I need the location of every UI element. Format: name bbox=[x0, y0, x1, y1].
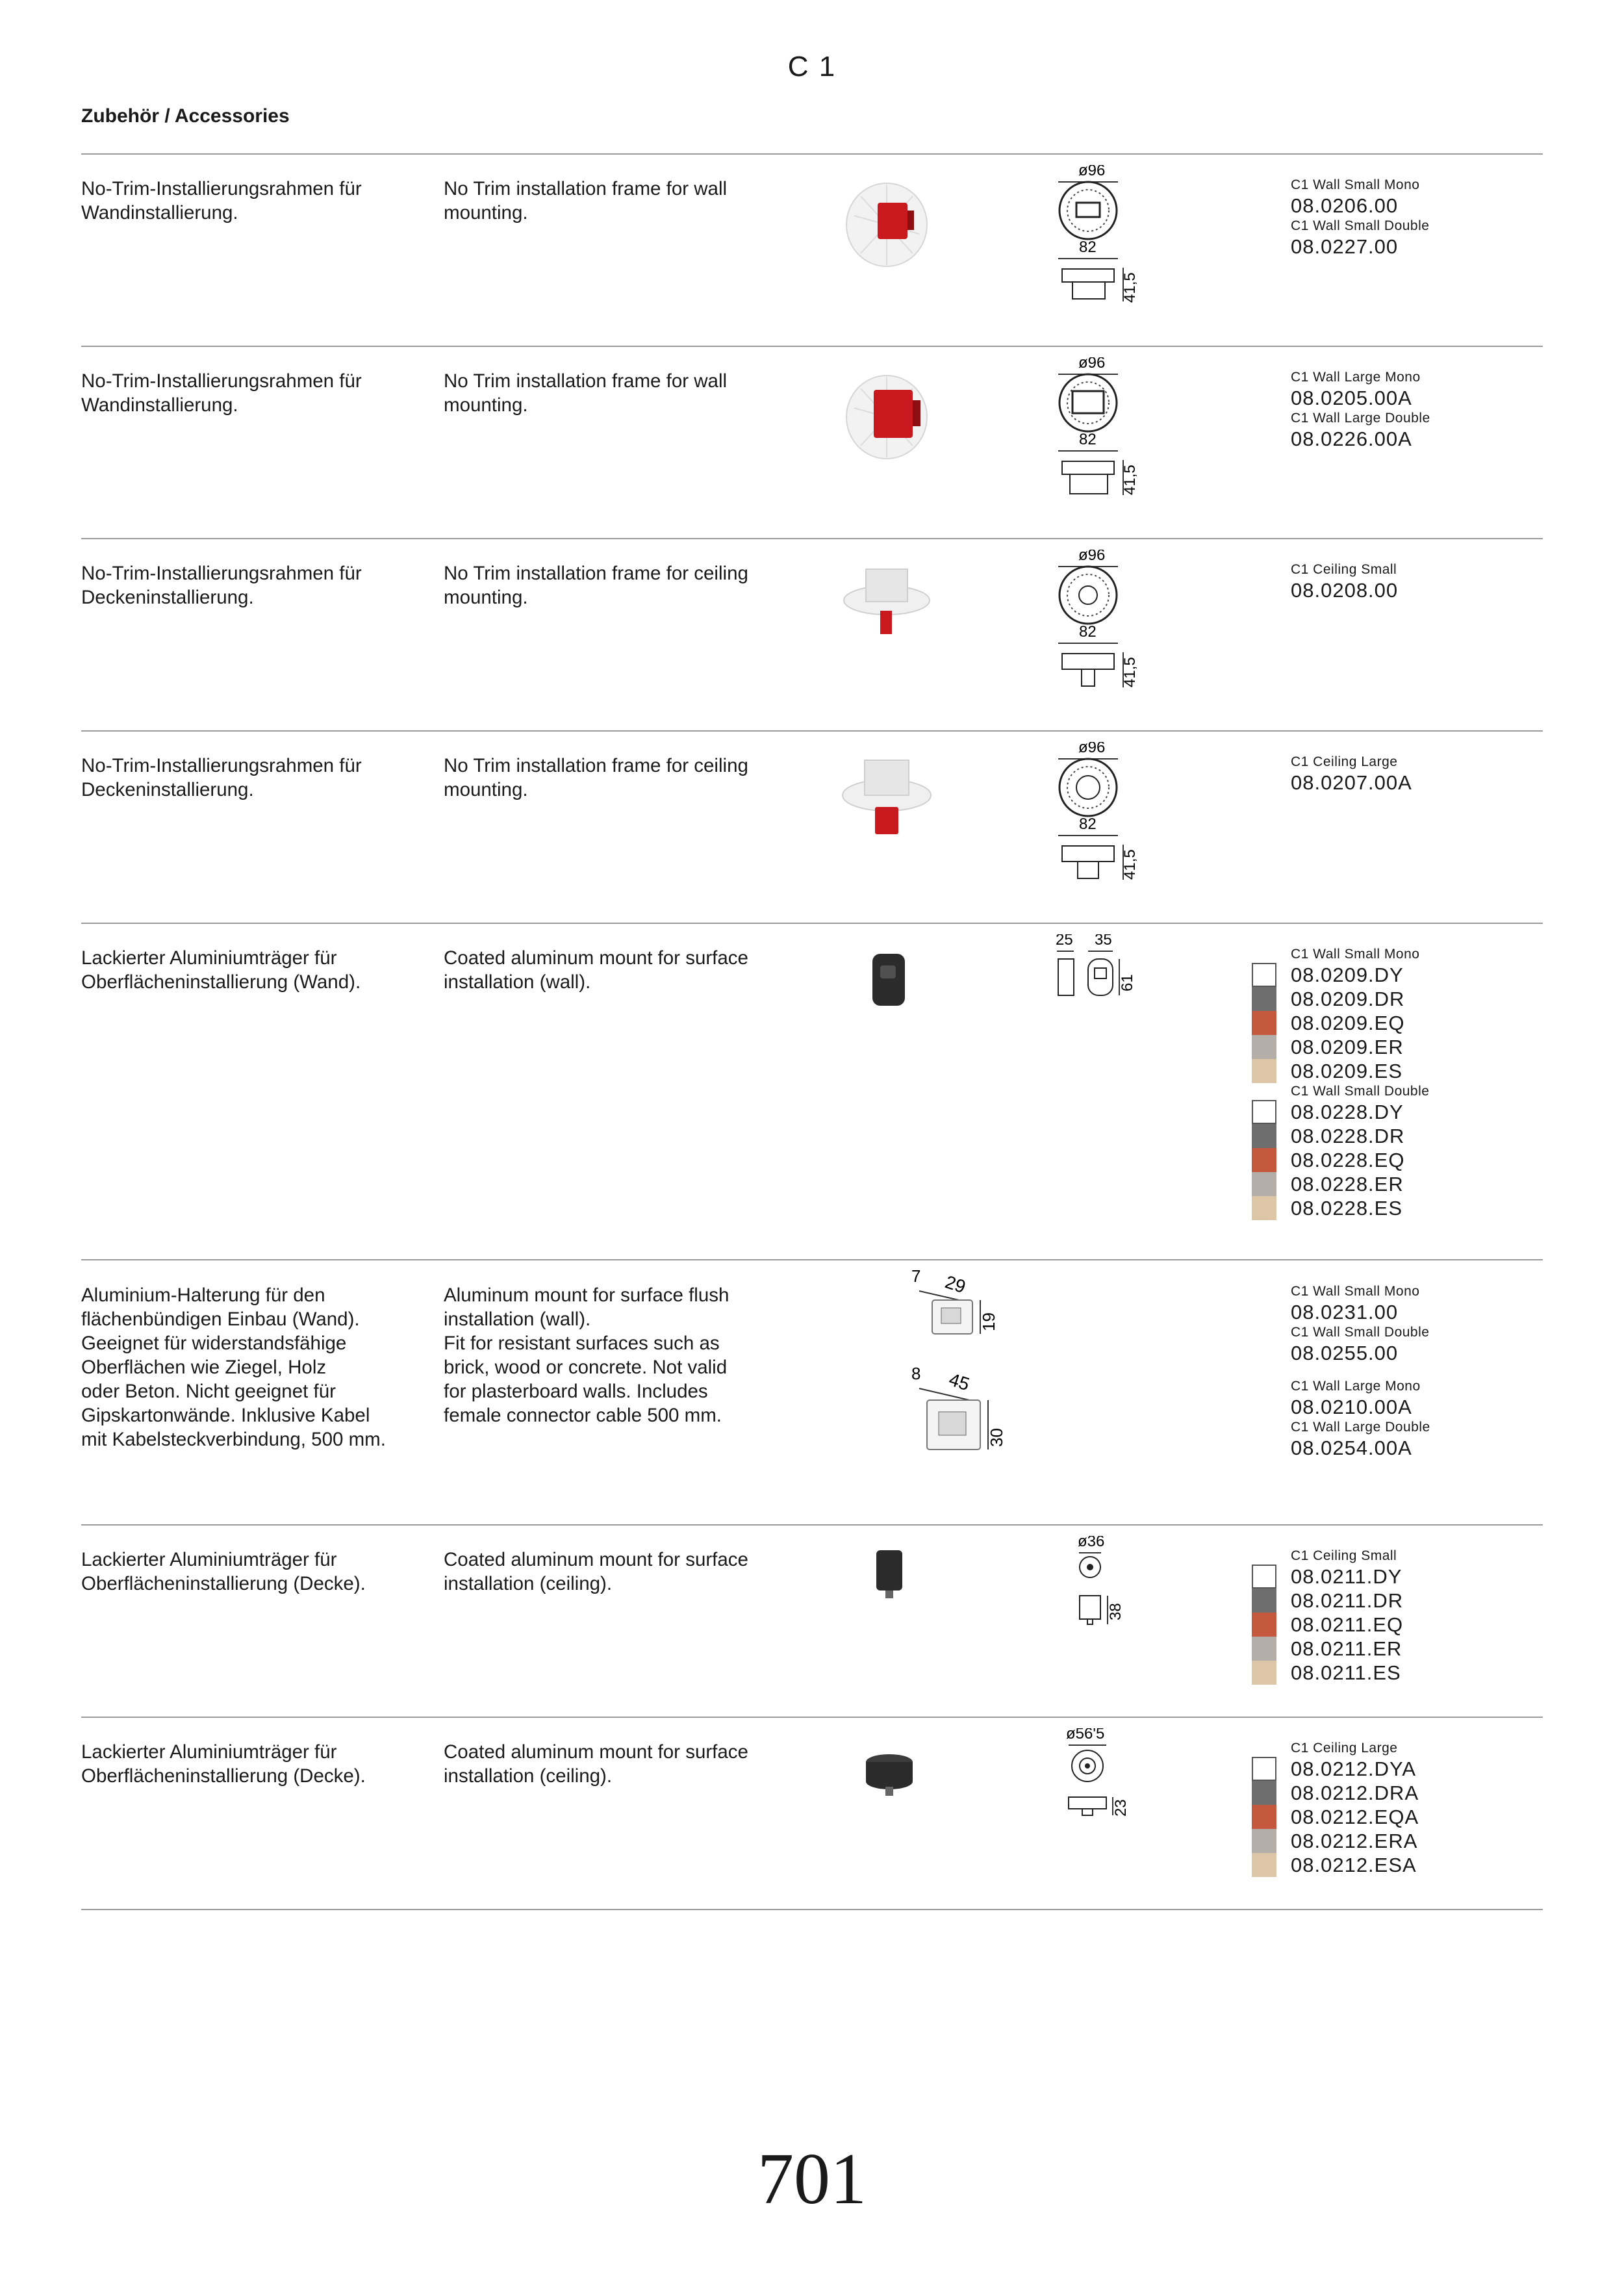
color-swatch bbox=[1252, 987, 1276, 1011]
variant-label: C1 Ceiling Small bbox=[1291, 562, 1397, 577]
description-en: Aluminum mount for surface flush installation (wall). Fit for resistant surfaces such as brick, wood or concrete. Not valid for plasterboard walls. Includes female connector cable 500 mm. bbox=[444, 1284, 730, 1426]
description-en: No Trim installation frame for ceiling mounting. bbox=[444, 563, 748, 608]
variant-label: C1 Wall Small Mono bbox=[1291, 1284, 1420, 1299]
dimension-drawing bbox=[1043, 742, 1250, 924]
article-codes bbox=[1291, 1740, 1538, 1877]
article-codes bbox=[1291, 369, 1538, 451]
ceiling-mount-large-photo bbox=[815, 1733, 958, 1844]
color-variant bbox=[1252, 1172, 1538, 1196]
dim-diameter: ø56'5 bbox=[1066, 1728, 1105, 1743]
color-variant bbox=[1252, 1565, 1538, 1589]
variant-label: C1 Wall Small Double bbox=[1291, 218, 1430, 233]
color-swatch bbox=[1252, 1100, 1276, 1124]
description-de: Aluminium-Halterung für den flächenbündigen Einbau (Wand). Geeignet für widerstandsfähige Oberflächen wie Ziegel, Holz oder Beton. Nicht geeignet für Gipskartonwände. Inklusive Kabel mit Kabelsteckverbindung, 500 mm. bbox=[81, 1284, 386, 1450]
color-swatch bbox=[1252, 1661, 1276, 1685]
dimension-drawing bbox=[1043, 1536, 1250, 1718]
description-en: Coated aluminum mount for surface installation (wall). bbox=[444, 947, 748, 993]
article-codes bbox=[1291, 1283, 1538, 1460]
dim-depth: 41,5 bbox=[1121, 465, 1139, 495]
article-number: 08.0212.EQA bbox=[1291, 1806, 1419, 1828]
article-number: 08.0211.ER bbox=[1291, 1637, 1402, 1660]
color-variant bbox=[1252, 1829, 1538, 1853]
color-swatch bbox=[1252, 1172, 1276, 1196]
dimension-drawing bbox=[1043, 550, 1250, 732]
color-swatch bbox=[1252, 1035, 1276, 1059]
variant-label: C1 Ceiling Large bbox=[1291, 754, 1398, 769]
article-number: 08.0209.DY bbox=[1291, 964, 1404, 986]
article-number: 08.0209.ES bbox=[1291, 1060, 1403, 1082]
divider bbox=[81, 153, 1543, 155]
color-swatch bbox=[1252, 1124, 1276, 1148]
description-en: No Trim installation frame for wall mounting. bbox=[444, 370, 728, 416]
article-number: 08.0210.00A bbox=[1291, 1396, 1412, 1418]
wall-mount-photo bbox=[815, 939, 958, 1050]
dim-diameter: ø96 bbox=[1078, 550, 1106, 564]
article-codes bbox=[1291, 561, 1538, 602]
divider bbox=[81, 730, 1543, 732]
article-number: 08.0231.00 bbox=[1291, 1301, 1399, 1323]
color-variant bbox=[1252, 963, 1538, 987]
article-number: 08.0228.ES bbox=[1291, 1197, 1403, 1220]
article-codes bbox=[1291, 754, 1538, 795]
color-variant bbox=[1252, 1124, 1538, 1148]
article-number: 08.0212.DRA bbox=[1291, 1782, 1419, 1804]
description-de: Lackierter Aluminiumträger für Oberflächeninstallierung (Wand). bbox=[81, 947, 361, 993]
dim-width: 82 bbox=[1079, 238, 1097, 256]
article-codes bbox=[1291, 177, 1538, 259]
variant-label: C1 Ceiling Large bbox=[1291, 1741, 1398, 1756]
color-swatch bbox=[1252, 1829, 1276, 1853]
page-number: 701 bbox=[757, 2139, 867, 2219]
dim-height: 38 bbox=[1107, 1603, 1124, 1620]
wall-frame-large-photo bbox=[815, 363, 958, 473]
color-swatch bbox=[1252, 1805, 1276, 1829]
article-number: 08.0208.00 bbox=[1291, 579, 1399, 602]
flush-mount-drawing bbox=[815, 1264, 1023, 1472]
article-number: 08.0226.00A bbox=[1291, 428, 1412, 450]
dim-width: 29 bbox=[943, 1271, 969, 1297]
description-de: No-Trim-Installierungsrahmen für Deckeninstallierung. bbox=[81, 755, 362, 800]
article-number: 08.0254.00A bbox=[1291, 1437, 1412, 1459]
description-de: No-Trim-Installierungsrahmen für Wandinstallierung. bbox=[81, 178, 362, 224]
variant-label: C1 Wall Small Double bbox=[1291, 1084, 1430, 1099]
variant-label: C1 Wall Small Double bbox=[1291, 1325, 1430, 1340]
dim-height: 19 bbox=[979, 1312, 998, 1331]
color-variant bbox=[1252, 987, 1538, 1011]
dim-height: 30 bbox=[987, 1428, 1006, 1447]
variant-label: C1 Wall Large Double bbox=[1291, 1420, 1430, 1435]
article-number: 08.0209.DR bbox=[1291, 988, 1405, 1010]
article-codes bbox=[1291, 946, 1538, 1220]
article-number: 08.0211.DY bbox=[1291, 1565, 1402, 1588]
article-number: 08.0212.ESA bbox=[1291, 1854, 1417, 1876]
description-de: No-Trim-Installierungsrahmen für Deckeninstallierung. bbox=[81, 563, 362, 608]
ceiling-frame-large-photo bbox=[815, 747, 958, 858]
dim-width: 82 bbox=[1079, 815, 1097, 833]
page-title: C 1 bbox=[787, 51, 837, 83]
color-swatch bbox=[1252, 1589, 1276, 1613]
color-swatch bbox=[1252, 1148, 1276, 1172]
description-en: No Trim installation frame for ceiling mounting. bbox=[444, 755, 748, 800]
dimension-drawing bbox=[1043, 934, 1250, 1116]
article-number: 08.0207.00A bbox=[1291, 771, 1412, 794]
article-number: 08.0212.ERA bbox=[1291, 1830, 1418, 1852]
color-swatch bbox=[1252, 963, 1276, 987]
article-number: 08.0209.ER bbox=[1291, 1036, 1404, 1058]
color-swatch bbox=[1252, 1011, 1276, 1035]
color-variant bbox=[1252, 1757, 1538, 1781]
dimension-drawing bbox=[1043, 165, 1250, 347]
article-number: 08.0206.00 bbox=[1291, 194, 1399, 217]
article-number: 08.0228.ER bbox=[1291, 1173, 1404, 1195]
article-number: 08.0228.DR bbox=[1291, 1125, 1405, 1147]
dimension-drawing bbox=[1043, 357, 1250, 539]
divider bbox=[81, 1524, 1543, 1526]
ceiling-frame-small-photo bbox=[815, 555, 958, 665]
color-variant bbox=[1252, 1589, 1538, 1613]
dimension-drawing bbox=[1043, 1728, 1250, 1910]
divider bbox=[81, 1717, 1543, 1718]
dim-depth: 41,5 bbox=[1121, 657, 1139, 687]
color-variant bbox=[1252, 1781, 1538, 1805]
variant-label: C1 Wall Large Mono bbox=[1291, 1379, 1421, 1394]
article-number: 08.0255.00 bbox=[1291, 1342, 1399, 1364]
description-en: Coated aluminum mount for surface installation (ceiling). bbox=[444, 1741, 748, 1787]
dim-diameter: ø36 bbox=[1078, 1536, 1105, 1550]
dim-offset: 7 bbox=[911, 1266, 921, 1286]
dim-width: 82 bbox=[1079, 623, 1097, 641]
article-number: 08.0211.DR bbox=[1291, 1589, 1404, 1612]
variant-label: C1 Ceiling Small bbox=[1291, 1548, 1397, 1563]
dim-depth: 41,5 bbox=[1121, 849, 1139, 880]
variant-label: C1 Wall Large Double bbox=[1291, 411, 1430, 426]
color-swatch bbox=[1252, 1196, 1276, 1220]
color-variant bbox=[1252, 1853, 1538, 1877]
color-swatch bbox=[1252, 1613, 1276, 1637]
description-en: Coated aluminum mount for surface installation (ceiling). bbox=[444, 1549, 748, 1594]
color-swatch bbox=[1252, 1637, 1276, 1661]
article-number: 08.0228.EQ bbox=[1291, 1149, 1405, 1171]
color-swatch bbox=[1252, 1565, 1276, 1589]
dim-width: 25 bbox=[1056, 934, 1073, 949]
divider bbox=[81, 538, 1543, 539]
dim-width: 82 bbox=[1079, 431, 1097, 448]
color-swatch bbox=[1252, 1781, 1276, 1805]
divider bbox=[81, 1259, 1543, 1260]
article-number: 08.0228.DY bbox=[1291, 1101, 1404, 1123]
color-variant bbox=[1252, 1805, 1538, 1829]
article-number: 08.0209.EQ bbox=[1291, 1012, 1405, 1034]
dim-offset: 8 bbox=[911, 1364, 921, 1383]
variant-label: C1 Wall Small Mono bbox=[1291, 177, 1420, 192]
section-title: Zubehör / Accessories bbox=[81, 105, 290, 127]
divider bbox=[81, 1909, 1543, 1910]
dim-diameter: ø96 bbox=[1078, 742, 1106, 756]
dim-diameter: ø96 bbox=[1078, 357, 1106, 372]
color-variant bbox=[1252, 1035, 1538, 1059]
color-variant bbox=[1252, 1148, 1538, 1172]
color-swatch bbox=[1252, 1059, 1276, 1083]
color-variant bbox=[1252, 1196, 1538, 1220]
article-codes bbox=[1291, 1548, 1538, 1685]
color-variant bbox=[1252, 1637, 1538, 1661]
variant-label: C1 Wall Large Mono bbox=[1291, 370, 1421, 385]
dim-height: 61 bbox=[1119, 974, 1136, 991]
color-variant bbox=[1252, 1011, 1538, 1035]
article-number: 08.0211.EQ bbox=[1291, 1613, 1404, 1636]
color-variant bbox=[1252, 1100, 1538, 1124]
divider bbox=[81, 923, 1543, 924]
color-swatch bbox=[1252, 1757, 1276, 1781]
article-number: 08.0205.00A bbox=[1291, 387, 1412, 409]
color-swatch bbox=[1252, 1853, 1276, 1877]
color-variant bbox=[1252, 1661, 1538, 1685]
color-variant bbox=[1252, 1613, 1538, 1637]
wall-frame-small-photo bbox=[815, 170, 958, 281]
dim-width: 35 bbox=[1095, 934, 1112, 949]
variant-label: C1 Wall Small Mono bbox=[1291, 947, 1420, 962]
description-de: Lackierter Aluminiumträger für Oberflächeninstallierung (Decke). bbox=[81, 1549, 366, 1594]
divider bbox=[81, 346, 1543, 347]
article-number: 08.0211.ES bbox=[1291, 1661, 1401, 1684]
article-number: 08.0212.DYA bbox=[1291, 1757, 1417, 1780]
dim-depth: 41,5 bbox=[1121, 272, 1139, 303]
description-de: Lackierter Aluminiumträger für Oberflächeninstallierung (Decke). bbox=[81, 1741, 366, 1787]
dim-height: 23 bbox=[1112, 1799, 1130, 1817]
color-variant bbox=[1252, 1059, 1538, 1083]
description-de: No-Trim-Installierungsrahmen für Wandinstallierung. bbox=[81, 370, 362, 416]
dim-width: 45 bbox=[946, 1369, 972, 1395]
ceiling-mount-small-photo bbox=[815, 1541, 958, 1652]
description-en: No Trim installation frame for wall mounting. bbox=[444, 178, 728, 224]
article-number: 08.0227.00 bbox=[1291, 235, 1399, 258]
dim-diameter: ø96 bbox=[1078, 165, 1106, 179]
